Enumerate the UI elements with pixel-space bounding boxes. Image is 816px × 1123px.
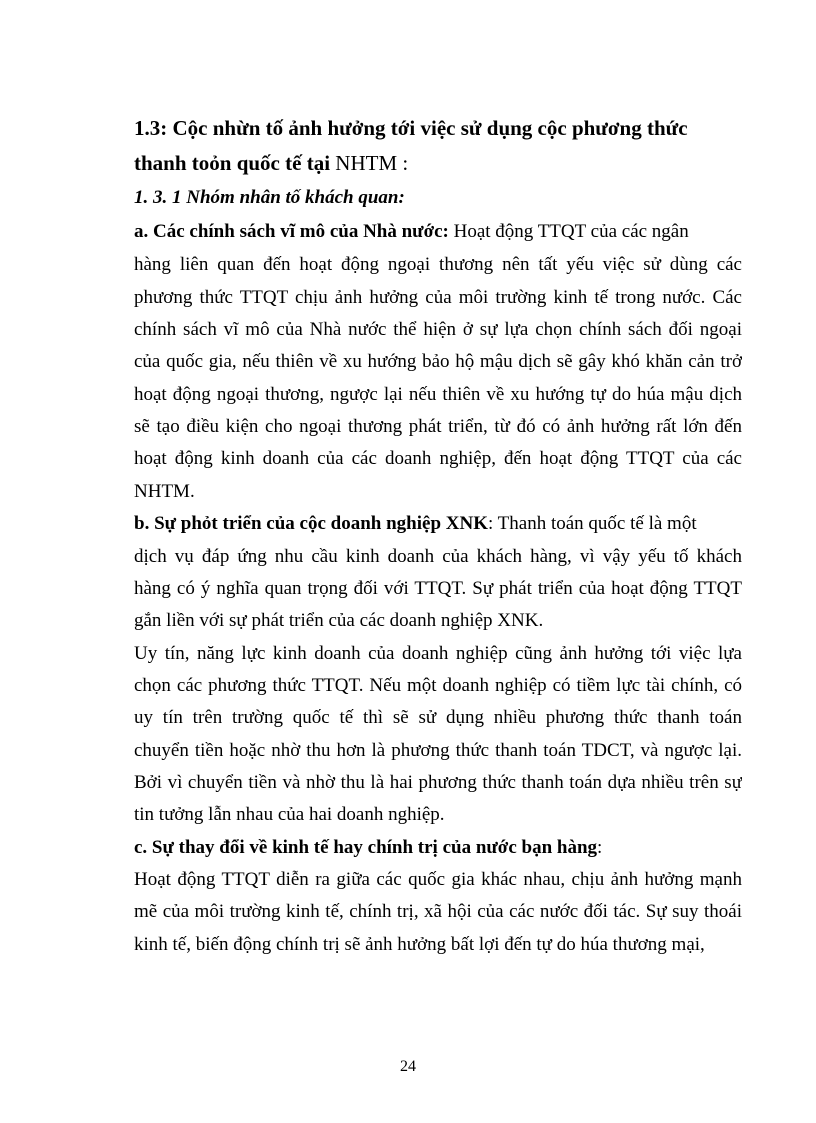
section-heading-line-1 [134, 116, 742, 140]
subsection-heading: 1. 3. 1 Nhóm nhân tố khách quan: [134, 187, 405, 208]
section-heading-text-1: 1.3: Cộc nhừn tố ảnh hưởng tới việc sử dụng cộc phương thức [134, 116, 688, 140]
paragraph-line: kinh tế, biến động chính trị sẽ ảnh hưởng bất lợi đến tự do húa thương mại, [134, 934, 705, 955]
paragraph-line: NHTM. [134, 481, 195, 502]
paragraph-line: dịch vụ đáp ứng nhu cầu kinh doanh của khách hàng, vì vậy yếu tố khách [134, 546, 742, 567]
paragraph-line: Bởi vì chuyển tiền và nhờ thu là hai phương thức thanh toán dựa nhiều trên sự [134, 772, 742, 793]
page-number: 24 [400, 1058, 416, 1075]
section-heading-suffix: NHTM : [335, 151, 409, 175]
part-b-first-line [134, 512, 742, 536]
paragraph-line: gắn liền với sự phát triển của các doanh nghiệp XNK. [134, 610, 544, 631]
paragraph-line: hàng liên quan đến hoạt động ngoại thương nên tất yếu việc sử dùng các [134, 254, 742, 275]
paragraph-line: tin tưởng lẫn nhau của hai doanh nghiệp. [134, 804, 445, 825]
paragraph-line: hoạt động kinh doanh của các doanh nghiệp, đến hoạt động TTQT của các [134, 448, 742, 469]
part-b-title: b. Sự phỏt triển của cộc doanh nghiệp XNK [134, 513, 488, 534]
section-heading-text-2: thanh toỏn quốc tế tại [134, 151, 336, 175]
section-heading-line-2 [134, 151, 742, 175]
paragraph-line: sẽ tạo điều kiện cho ngoại thương phát triển, từ đó có ảnh hưởng rất lớn đến [134, 416, 742, 437]
paragraph-line: hàng có ý nghĩa quan trọng đối với TTQT. Sự phát triển của hoạt động TTQT [134, 578, 742, 599]
paragraph-line: mẽ của môi trường kinh tế, chính trị, xã hội của các nước đối tác. Sự suy thoái [134, 901, 742, 922]
paragraph-line: chuyển tiền hoặc nhờ thu hơn là phương thức thanh toán TDCT, và ngược lại. [134, 740, 742, 761]
paragraph-line: của quốc gia, nếu thiên về xu hướng bảo hộ mậu dịch sẽ gây khó khăn cản trở [134, 351, 742, 372]
part-a-first-line-text: Hoạt động TTQT của các ngân [448, 221, 689, 242]
paragraph-line: chọn các phương thức TTQT. Nếu một doanh nghiệp có tiềm lực tài chính, có [134, 675, 742, 696]
part-b-first-line-text: : Thanh toán quốc tế là một [488, 513, 697, 534]
paragraph-line: Hoạt động TTQT diễn ra giữa các quốc gia khác nhau, chịu ảnh hưởng mạnh [134, 869, 742, 890]
part-a-first-line [134, 220, 742, 244]
part-a-title: a. Các chính sách vĩ mô của Nhà nước: [134, 221, 449, 242]
paragraph-line: chính sách vĩ mô của Nhà nước thể hiện ở sự lựa chọn chính sách đối ngoại [134, 319, 742, 340]
paragraph-line: phương thức TTQT chịu ảnh hưởng của môi trường kinh tế trong nước. Các [134, 287, 742, 308]
paragraph-line: hoạt động ngoại thương, ngược lại nếu thiên về xu hướng tự do húa mậu dịch [134, 384, 742, 405]
part-c-title: c. Sự thay đổi về kinh tế hay chính trị của nước bạn hàng [134, 837, 598, 858]
paragraph-line: uy tín trên trường quốc tế thì sẽ sử dụng nhiều phương thức thanh toán [134, 707, 742, 728]
part-c-title-suffix: : [597, 837, 603, 858]
part-c-first-line [134, 836, 742, 860]
paragraph-line: Uy tín, năng lực kinh doanh của doanh nghiệp cũng ảnh hưởng tới việc lựa [134, 643, 742, 664]
